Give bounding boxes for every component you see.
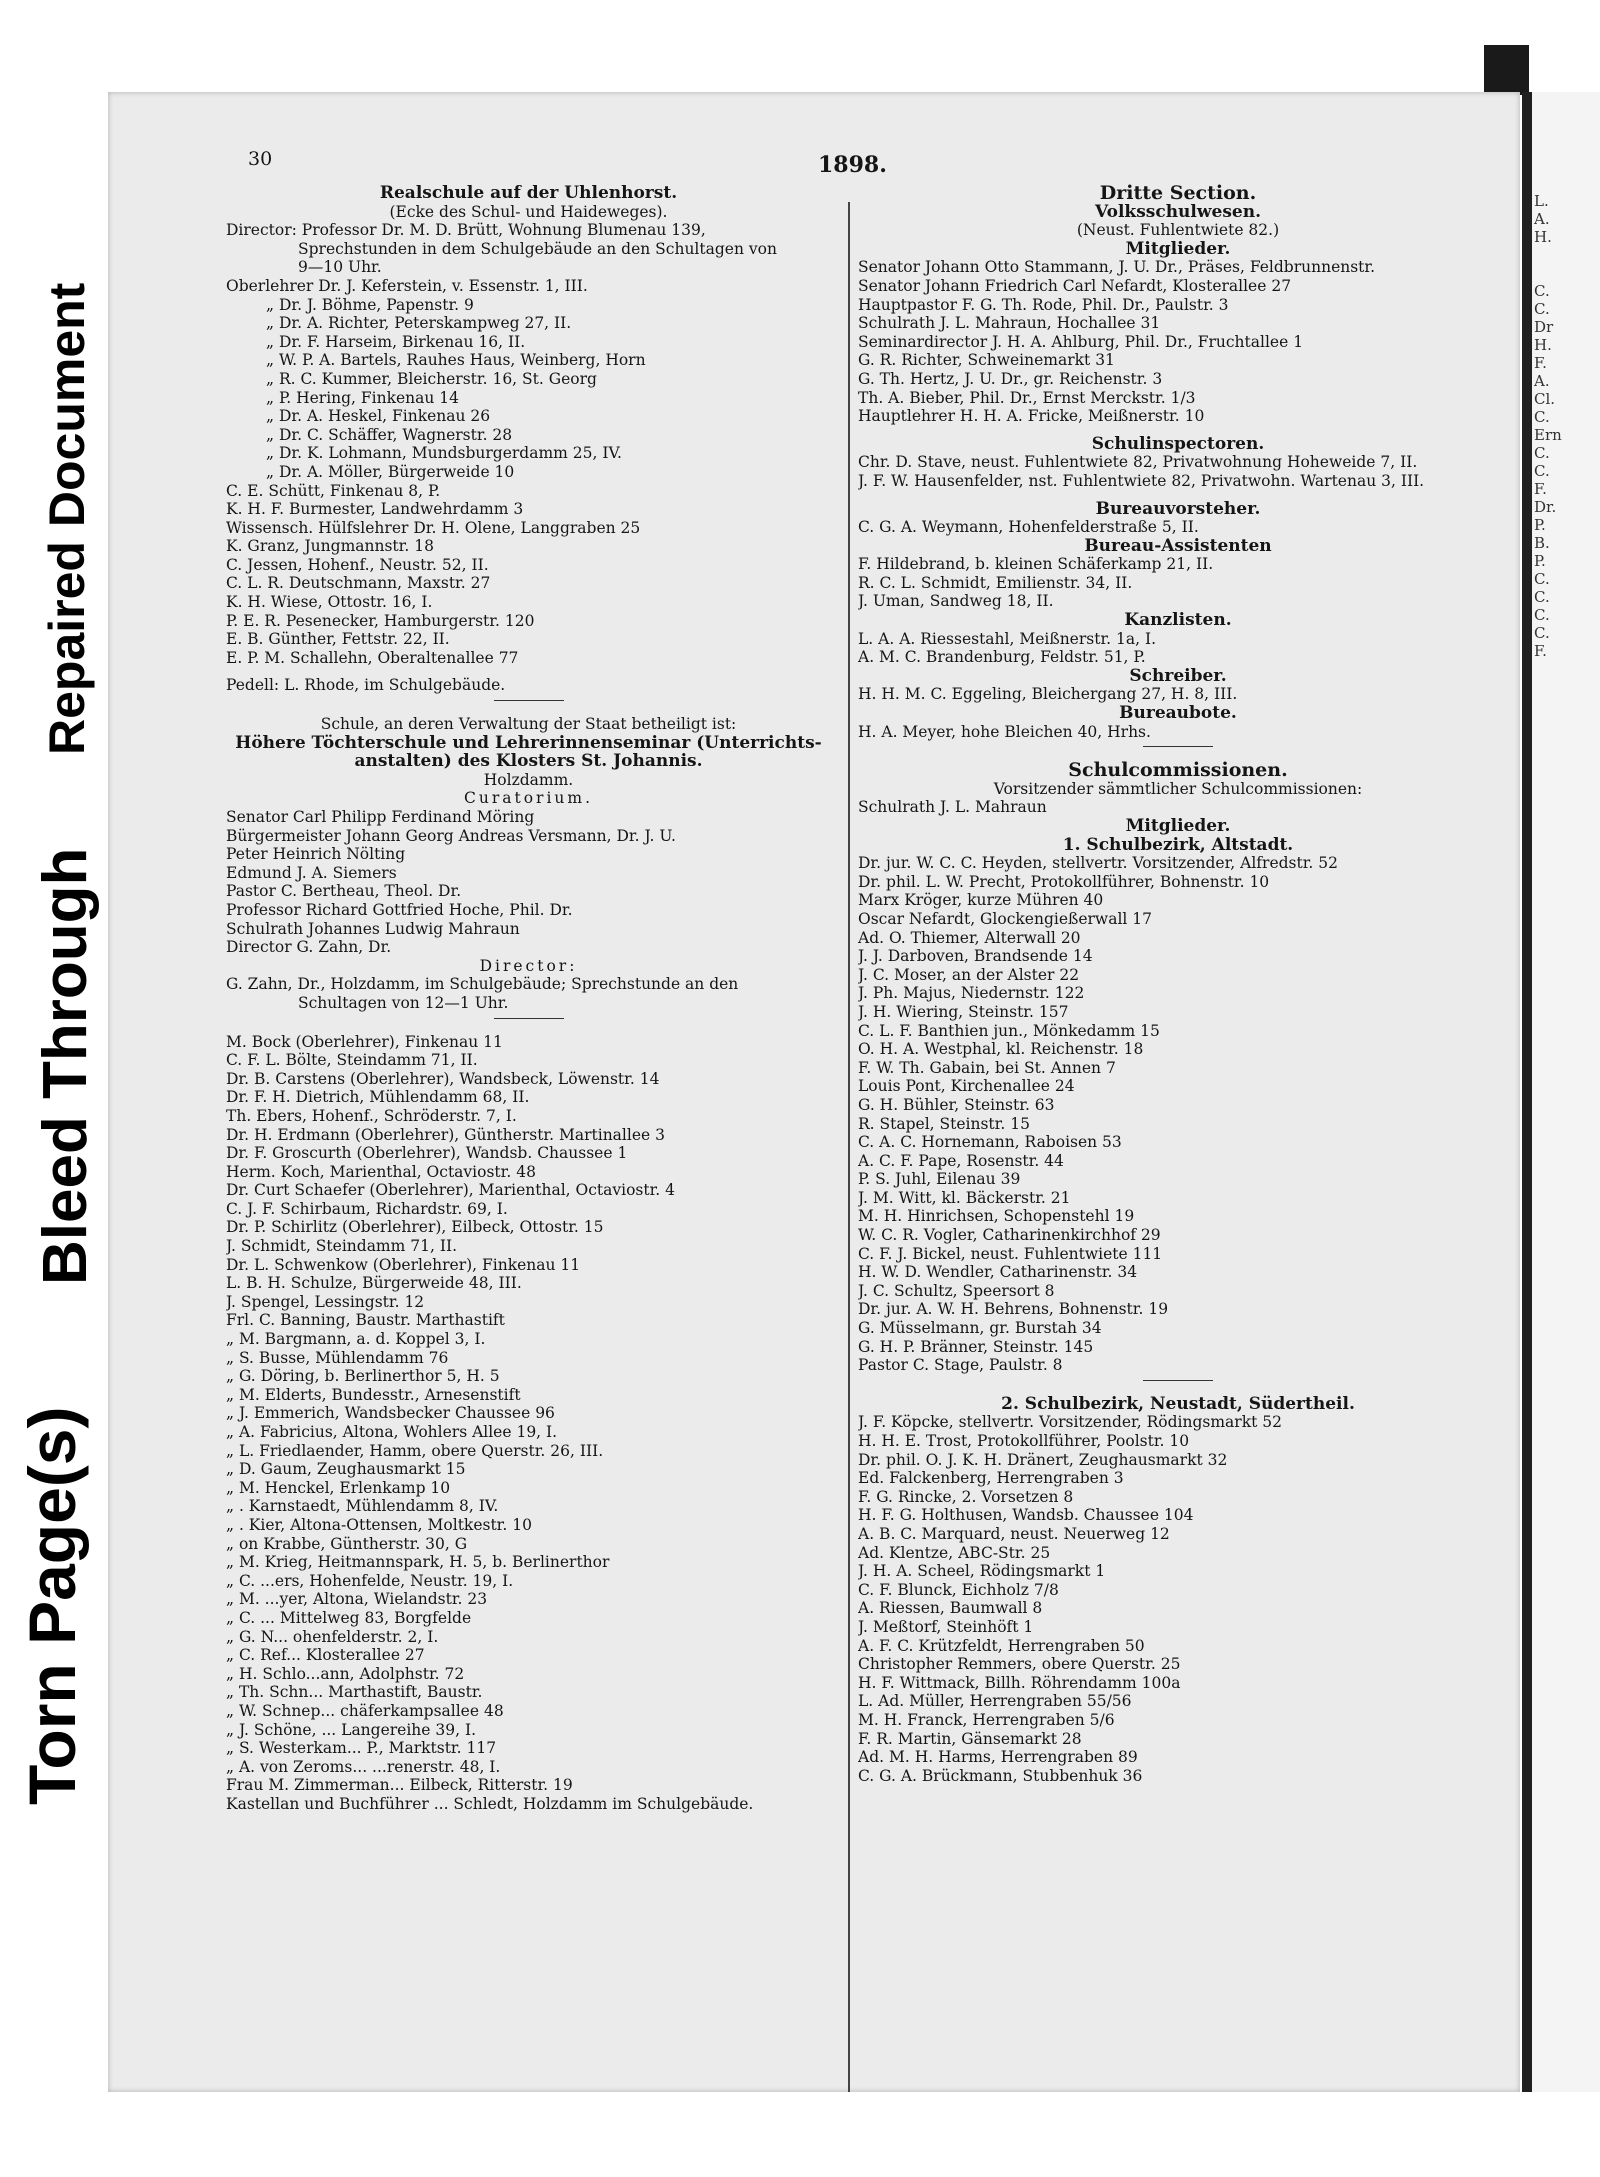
entry: A. F. C. Krützfeldt, Herrengraben 50 — [858, 1636, 1145, 1655]
entry: Frl. C. Banning, Baustr. Marthastift — [226, 1311, 505, 1330]
entry: J. Meßtorf, Steinhöft 1 — [858, 1617, 1034, 1636]
entry: E. P. M. Schallehn, Oberaltenallee 77 — [226, 648, 519, 667]
entry: Dr. jur. W. C. C. Heyden, stellvertr. Vorsitzender, Alfredstr. 52 — [858, 854, 1339, 873]
entry: A. C. F. Pape, Rosenstr. 44 — [858, 1151, 1064, 1170]
entry: J. C. Moser, an der Alster 22 — [858, 965, 1080, 984]
entry: „ Dr. F. Harseim, Birkenau 16, II. — [266, 332, 526, 351]
entry: Kastellan und Buchführer ... Schledt, Holzdamm im Schulgebäude. — [226, 1794, 754, 1813]
entry: Wissensch. Hülfslehrer Dr. H. Olene, Langgraben 25 — [226, 518, 641, 537]
entry: C. L. F. Banthien jun., Mönkedamm 15 — [858, 1021, 1160, 1040]
subheading: Schulinspectoren. — [1091, 434, 1265, 454]
entry: „ C. ...ers, Hohenfelde, Neustr. 19, I. — [226, 1571, 514, 1590]
entry: „ J. Schöne, ... Langereihe 39, I. — [226, 1720, 477, 1739]
entry: „ H. Schlo...ann, Adolphstr. 72 — [226, 1664, 465, 1683]
entry: R. C. L. Schmidt, Emilienstr. 34, II. — [858, 573, 1133, 592]
entry: „ Dr. A. Richter, Peterskampweg 27, II. — [266, 314, 572, 333]
entry: M. H. Franck, Herrengraben 5/6 — [858, 1710, 1115, 1729]
torn-pages-label: Torn Page(s) — [15, 1406, 89, 1805]
entry: G. H. Bühler, Steinstr. 63 — [858, 1095, 1055, 1114]
entry: H. A. Meyer, hohe Bleichen 40, Hrhs. — [858, 722, 1151, 741]
repaired-document-label: Repaired Document — [39, 282, 95, 755]
book-spine — [1522, 92, 1532, 2092]
subheading: Mitglieder. — [1125, 817, 1231, 836]
entry: „ M. Bargmann, a. d. Koppel 3, I. — [226, 1330, 486, 1349]
entry: C. F. J. Bickel, neust. Fuhlentwiete 111 — [858, 1244, 1163, 1263]
separator-rule — [1143, 1380, 1213, 1381]
entry: Director G. Zahn, Dr. — [226, 938, 392, 957]
entry: Dr. phil. L. W. Precht, Protokollführer, Bohnenstr. 10 — [858, 872, 1270, 891]
section-heading: Realschule auf der Uhlenhorst. — [379, 184, 678, 203]
entry: Pastor C. Bertheau, Theol. Dr. — [226, 882, 462, 901]
entry: „ P. Hering, Finkenau 14 — [266, 388, 460, 407]
entry: „ Dr. C. Schäffer, Wagnerstr. 28 — [266, 425, 513, 444]
subheading: Bureau-Assistenten — [1084, 536, 1272, 556]
entry: J. Schmidt, Steindamm 71, II. — [226, 1237, 458, 1256]
entry: P. E. R. Pesenecker, Hamburgerstr. 120 — [226, 611, 535, 630]
section-heading: Schulcommissionen. — [1068, 761, 1288, 780]
subheading: Bureaubote. — [1119, 704, 1237, 723]
entry: Schulrath J. L. Mahraun, Hochallee 31 — [858, 314, 1161, 333]
entry: Dr. F. Groscurth (Oberlehrer), Wandsb. Chaussee 1 — [226, 1144, 628, 1163]
entry: Herm. Koch, Marienthal, Octaviostr. 48 — [226, 1162, 536, 1181]
entry: J. M. Witt, kl. Bäckerstr. 21 — [858, 1188, 1071, 1207]
entry: „ G. N... ohenfelderstr. 2, I. — [226, 1627, 439, 1646]
separator-rule — [1143, 746, 1213, 747]
entry: R. Stapel, Steinstr. 15 — [858, 1114, 1030, 1133]
entry: C. J. F. Schirbaum, Richardstr. 69, I. — [226, 1199, 508, 1218]
entry: „ Dr. A. Möller, Bürgerweide 10 — [266, 462, 515, 481]
entry: Peter Heinrich Nölting — [226, 845, 406, 864]
entry: L. B. H. Schulze, Bürgerweide 48, III. — [226, 1274, 522, 1293]
section-heading: Dritte Section. — [1099, 184, 1257, 203]
entry: Ad. Klentze, ABC-Str. 25 — [858, 1543, 1051, 1562]
entry: F. Hildebrand, b. kleinen Schäferkamp 21, II. — [858, 555, 1214, 574]
entry: Christopher Remmers, obere Querstr. 25 — [858, 1655, 1181, 1674]
subheading: 2. Schulbezirk, Neustadt, Südertheil. — [1001, 1394, 1355, 1414]
entry: J. Uman, Sandweg 18, II. — [858, 592, 1054, 611]
entry: Hauptpastor F. G. Th. Rode, Phil. Dr., Paulstr. 3 — [858, 295, 1229, 314]
entry: Chr. D. Stave, neust. Fuhlentwiete 82, Privatwohnung Hoheweide 7, II. — [858, 453, 1418, 472]
binding-corner — [1484, 45, 1529, 95]
subheading: Kanzlisten. — [1124, 611, 1232, 630]
text-line: Schulrath J. L. Mahraun — [858, 798, 1047, 817]
entry: Dr. jur. A. W. H. Behrens, Bohnenstr. 19 — [858, 1300, 1169, 1319]
entry: O. H. A. Westphal, kl. Reichenstr. 18 — [858, 1040, 1144, 1059]
entry: „ S. Westerkam... P., Marktstr. 117 — [226, 1739, 497, 1758]
entry: C. E. Schütt, Finkenau 8, P. — [226, 481, 441, 500]
entry: „ J. Emmerich, Wandsbecker Chaussee 96 — [226, 1404, 555, 1423]
facing-page-edge — [1532, 92, 1600, 2092]
left-column — [226, 184, 831, 1813]
entry: H. F. Wittmack, Billh. Röhrendamm 100a — [858, 1673, 1181, 1692]
entry: Marx Kröger, kurze Mühren 40 — [858, 891, 1104, 910]
entry: G. Th. Hertz, J. U. Dr., gr. Reichenstr. 3 — [858, 369, 1163, 388]
entry: J. Spengel, Lessingstr. 12 — [226, 1292, 425, 1311]
entry: Seminardirector J. H. A. Ahlburg, Phil. Dr., Fruchtallee 1 — [858, 332, 1304, 351]
entry: F. G. Rincke, 2. Vorsetzen 8 — [858, 1487, 1074, 1506]
subheading: Curatorium. — [463, 789, 594, 808]
entry: „ W. P. A. Bartels, Rauhes Haus, Weinberg, Horn — [266, 351, 646, 370]
entry: Frau M. Zimmerman... Eilbeck, Ritterstr. 19 — [226, 1776, 573, 1795]
entry: „ Dr. A. Heskel, Finkenau 26 — [266, 407, 491, 426]
entry: „ C. Ref... Klosterallee 27 — [226, 1646, 425, 1665]
text-line: Sprechstunden in dem Schulgebäude an den Schultagen von — [298, 239, 777, 258]
entry: „ on Krabbe, Güntherstr. 30, G — [226, 1534, 468, 1553]
entry: C. Jessen, Hohenf., Neustr. 52, II. — [226, 555, 489, 574]
entry: K. H. F. Burmester, Landwehrdamm 3 — [226, 500, 524, 519]
page-number: 30 — [248, 148, 273, 170]
entry: C. G. A. Brückmann, Stubbenhuk 36 — [858, 1766, 1143, 1785]
entry: J. J. Darboven, Brandsende 14 — [858, 947, 1093, 966]
entry: P. S. Juhl, Eilenau 39 — [858, 1170, 1021, 1189]
entry: L. A. A. Riessestahl, Meißnerstr. 1a, I. — [858, 629, 1157, 648]
entry: Th. Ebers, Hohenf., Schröderstr. 7, I. — [226, 1106, 517, 1125]
entry: Ad. M. H. Harms, Herrengraben 89 — [858, 1748, 1138, 1767]
entry: Schulrath Johannes Ludwig Mahraun — [226, 919, 520, 938]
entry: Dr. phil. O. J. K. H. Dränert, Zeughausmarkt 32 — [858, 1450, 1228, 1469]
pedell-line: Pedell: L. Rhode, im Schulgebäude. — [226, 676, 506, 695]
entry: „ S. Busse, Mühlendamm 76 — [226, 1348, 449, 1367]
entry: Ad. O. Thiemer, Alterwall 20 — [858, 928, 1081, 947]
entry: C. L. R. Deutschmann, Maxstr. 27 — [226, 574, 491, 593]
separator-rule — [494, 1018, 564, 1019]
text-line: Schultagen von 12—1 Uhr. — [298, 993, 509, 1012]
entry: C. F. L. Bölte, Steindamm 71, II. — [226, 1051, 478, 1070]
column-divider — [848, 202, 850, 2092]
entry: „ M. Krieg, Heitmannspark, H. 5, b. Berlinerthor — [226, 1553, 610, 1572]
entry: G. H. P. Bränner, Steinstr. 145 — [858, 1337, 1094, 1356]
entry: „ G. Döring, b. Berlinerthor 5, H. 5 — [226, 1367, 500, 1386]
entry: „ D. Gaum, Zeughausmarkt 15 — [226, 1460, 466, 1479]
entry: „ A. von Zeroms... ...renerstr. 48, I. — [226, 1757, 501, 1776]
entry: Dr. B. Carstens (Oberlehrer), Wandsbeck, Löwenstr. 14 — [226, 1069, 660, 1088]
entry: Bürgermeister Johann Georg Andreas Versmann, Dr. J. U. — [226, 826, 676, 845]
entry: „ M. Elderts, Bundesstr., Arnesenstift — [226, 1385, 521, 1404]
text-line: Director: Professor Dr. M. D. Brütt, Wohnung Blumenau 139, — [226, 221, 706, 240]
entry: Senator Johann Otto Stammann, J. U. Dr., Präses, Feldbrunnenstr. — [858, 258, 1376, 277]
subheading: 1. Schulbezirk, Altstadt. — [1062, 835, 1294, 855]
subheading: Mitglieder. — [1125, 239, 1231, 259]
entry: A. Riessen, Baumwall 8 — [858, 1599, 1043, 1618]
entry: „ . Karnstaedt, Mühlendamm 8, IV. — [226, 1497, 499, 1516]
section-subheading: Volksschulwesen. — [1095, 202, 1261, 222]
entry: „ M. ...yer, Altona, Wielandstr. 23 — [226, 1590, 488, 1609]
entry: Pastor C. Stage, Paulstr. 8 — [858, 1356, 1063, 1375]
section-heading: anstalten) des Klosters St. Johannis. — [354, 752, 703, 771]
section-subtitle: (Ecke des Schul- und Haideweges). — [389, 202, 668, 221]
entry: J. C. Schultz, Speersort 8 — [858, 1281, 1055, 1300]
entry: Edmund J. A. Siemers — [226, 863, 397, 882]
entry: Dr. Curt Schaefer (Oberlehrer), Marienthal, Octaviostr. 4 — [226, 1181, 676, 1200]
entry: J. H. A. Scheel, Rödingsmarkt 1 — [858, 1562, 1106, 1581]
page-year: 1898. — [818, 152, 887, 178]
entry: M. Bock (Oberlehrer), Finkenau 11 — [226, 1032, 503, 1051]
entry: F. W. Th. Gabain, bei St. Annen 7 — [858, 1058, 1116, 1077]
right-column — [858, 184, 1498, 1785]
entry: Dr. L. Schwenkow (Oberlehrer), Finkenau 11 — [226, 1255, 581, 1274]
entry: Louis Pont, Kirchenallee 24 — [858, 1077, 1075, 1096]
entry: K. H. Wiese, Ottostr. 16, I. — [226, 593, 433, 612]
entry: K. Granz, Jungmannstr. 18 — [226, 537, 434, 556]
entry: W. C. R. Vogler, Catharinenkirchhof 29 — [858, 1226, 1161, 1245]
text-line: Schule, an deren Verwaltung der Staat betheiligt ist: — [320, 715, 737, 734]
subheading: Schreiber. — [1129, 666, 1227, 686]
entry: E. B. Günther, Fettstr. 22, II. — [226, 630, 450, 649]
entry: Ed. Falckenberg, Herrengraben 3 — [858, 1469, 1124, 1488]
text-line: Vorsitzender sämmtlicher Schulcommissionen: — [993, 779, 1363, 798]
entry: H. F. G. Holthusen, Wandsb. Chaussee 104 — [858, 1506, 1194, 1525]
text-line: (Neust. Fuhlentwiete 82.) — [1076, 221, 1280, 240]
entry: H. H. M. C. Eggeling, Bleichergang 27, H. 8, III. — [858, 685, 1238, 704]
section-heading: Höhere Töchterschule und Lehrerinnenseminar (Unterrichts- — [235, 733, 822, 753]
entry: A. B. C. Marquard, neust. Neuerweg 12 — [858, 1524, 1170, 1543]
subheading: Bureauvorsteher. — [1095, 499, 1261, 519]
entry: „ W. Schnep... chäferkampsallee 48 — [226, 1701, 504, 1720]
entry: Hauptlehrer H. H. A. Fricke, Meißnerstr. 10 — [858, 407, 1205, 426]
entry: „ Th. Schn... Marthastift, Baustr. — [226, 1683, 483, 1702]
entry: G. Müsselmann, gr. Burstah 34 — [858, 1319, 1102, 1338]
entry: H. H. E. Trost, Protokollführer, Poolstr. 10 — [858, 1432, 1190, 1450]
text-line: 9—10 Uhr. — [298, 258, 382, 277]
scanned-page — [108, 92, 1520, 2092]
entry: H. W. D. Wendler, Catharinenstr. 34 — [858, 1263, 1138, 1282]
entry: G. R. Richter, Schweinemarkt 31 — [858, 351, 1115, 370]
entry: J. H. Wiering, Steinstr. 157 — [858, 1002, 1069, 1021]
entry: Senator Carl Philipp Ferdinand Möring — [226, 808, 535, 826]
entry: „ . Kier, Altona-Ottensen, Moltkestr. 10 — [226, 1515, 532, 1534]
entry: C. A. C. Hornemann, Raboisen 53 — [858, 1133, 1122, 1152]
entry: J. F. W. Hausenfelder, nst. Fuhlentwiete 82, Privatwohn. Wartenau 3, III. — [858, 471, 1425, 490]
entry: „ Dr. J. Böhme, Papenstr. 9 — [266, 295, 474, 314]
entry: A. M. C. Brandenburg, Feldstr. 51, P. — [858, 648, 1146, 667]
text-line: Holzdamm. — [483, 770, 574, 789]
entry: „ C. ... Mittelweg 83, Borgfelde — [226, 1608, 472, 1627]
entry: Senator Johann Friedrich Carl Nefardt, Klosterallee 27 — [858, 276, 1292, 295]
entry: Dr. P. Schirlitz (Oberlehrer), Eilbeck, Ottostr. 15 — [226, 1218, 604, 1237]
entry: L. Ad. Müller, Herrengraben 55/56 — [858, 1692, 1132, 1711]
entry: Oberlehrer Dr. J. Keferstein, v. Essenstr. 1, III. — [226, 276, 588, 295]
entry: „ A. Fabricius, Altona, Wohlers Allee 19, I. — [226, 1423, 558, 1441]
entry: F. R. Martin, Gänsemarkt 28 — [858, 1729, 1082, 1748]
entry: Professor Richard Gottfried Hoche, Phil. Dr. — [226, 900, 573, 919]
entry: Th. A. Bieber, Phil. Dr., Ernst Merckstr. 1/3 — [858, 388, 1196, 407]
entry: Dr. H. Erdmann (Oberlehrer), Güntherstr. Martinallee 3 — [226, 1125, 665, 1144]
subheading: Director: — [479, 956, 578, 975]
bleed-through-label: Bleed Through — [31, 847, 100, 1285]
separator-rule — [494, 700, 564, 701]
entry: Oscar Nefardt, Glockengießerwall 17 — [858, 909, 1153, 928]
entry: „ R. C. Kummer, Bleicherstr. 16, St. Georg — [266, 369, 597, 388]
entry: Dr. F. H. Dietrich, Mühlendamm 68, II. — [226, 1088, 530, 1107]
text-line: G. Zahn, Dr., Holzdamm, im Schulgebäude; Sprechstunde an den — [226, 975, 739, 994]
entry: „ L. Friedlaender, Hamm, obere Querstr. 26, III. — [226, 1441, 604, 1460]
entry: J. F. Köpcke, stellvertr. Vorsitzender, Rödingsmarkt 52 — [858, 1413, 1282, 1432]
entry: „ M. Henckel, Erlenkamp 10 — [226, 1478, 451, 1497]
entry: M. H. Hinrichsen, Schopenstehl 19 — [858, 1207, 1135, 1226]
entry: J. Ph. Majus, Niedernstr. 122 — [858, 984, 1085, 1003]
entry: C. F. Blunck, Eichholz 7/8 — [858, 1580, 1059, 1599]
entry: C. G. A. Weymann, Hohenfelderstraße 5, II. — [858, 518, 1199, 537]
facing-page-fragment: L. A. H. C. C. Dr H. F. A. Cl. C. Ern C. C. F. Dr. P. B. P. C. C. C. C. F. — [1534, 192, 1562, 660]
entry: „ Dr. K. Lohmann, Mundsburgerdamm 25, IV. — [266, 444, 622, 463]
